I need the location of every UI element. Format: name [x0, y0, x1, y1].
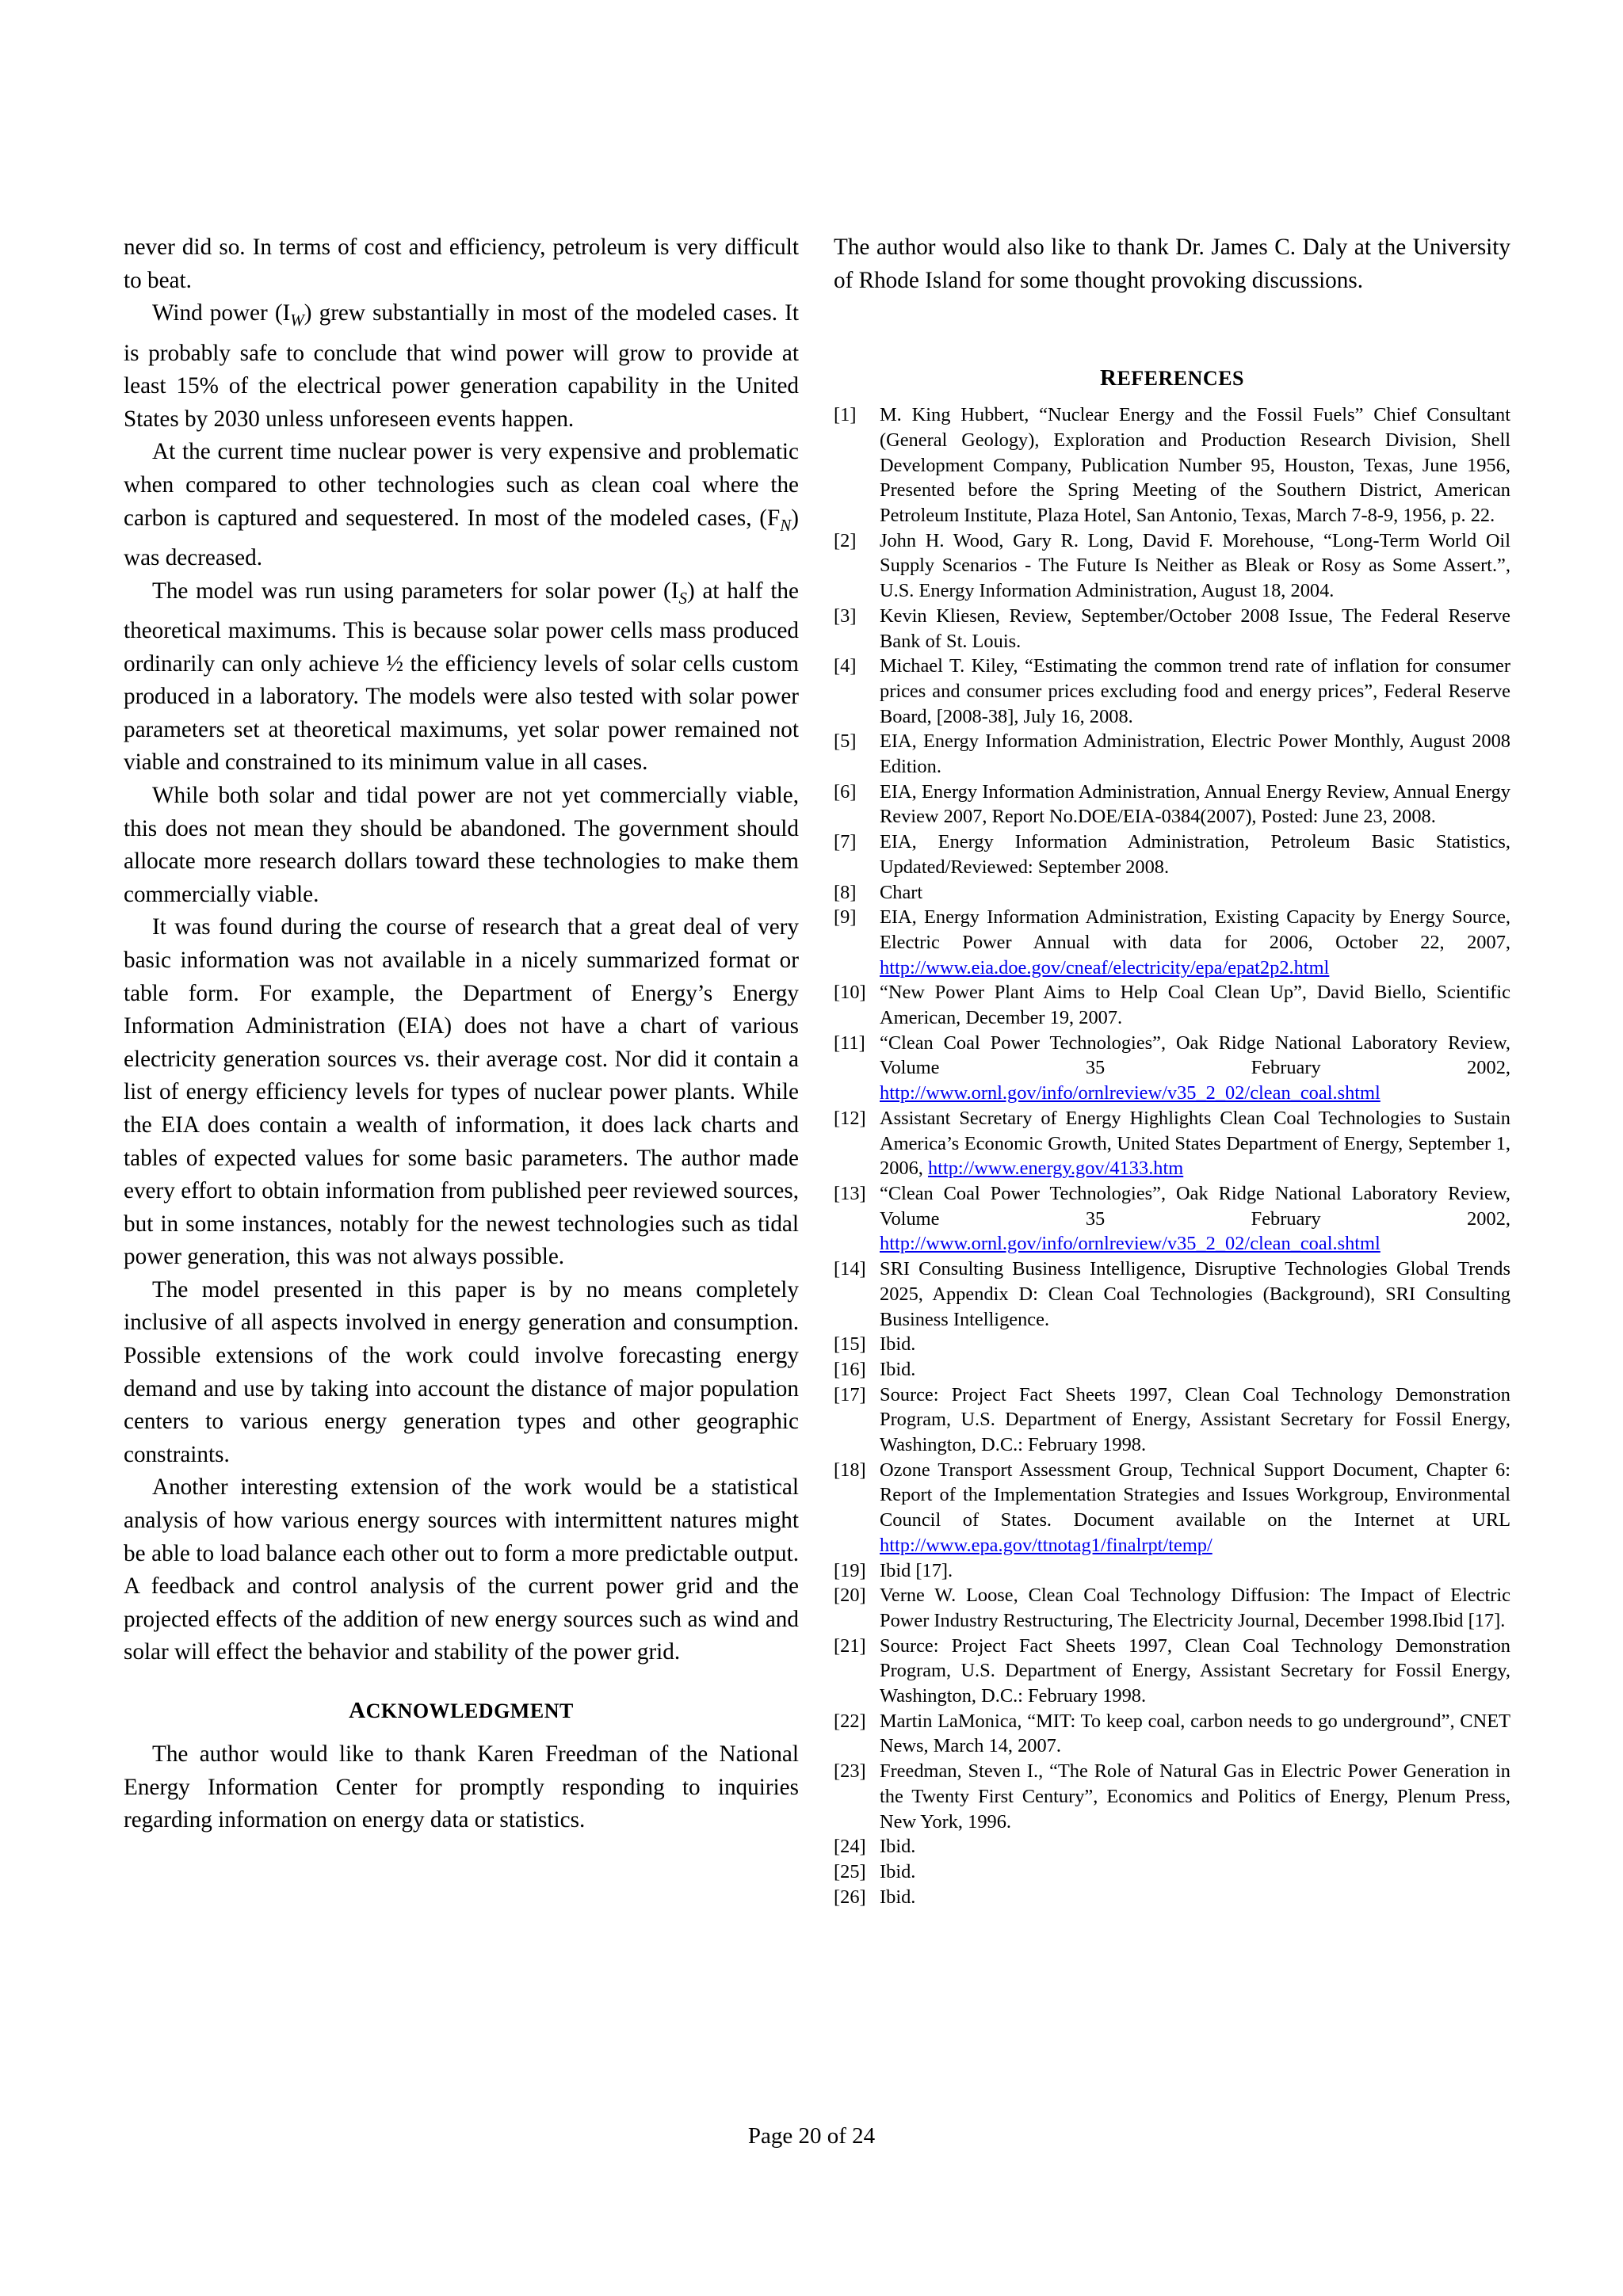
- reference-number: [26]: [834, 1886, 866, 1908]
- body-paragraph: [124, 1274, 799, 1472]
- reference-link[interactable]: http://www.ornl.gov/info/ornlreview/v35_2_02/clean_coal.shtml: [880, 1233, 1381, 1255]
- reference-item: [834, 1558, 1510, 1584]
- reference-text: [880, 1583, 1510, 1633]
- body-paragraph: [124, 1471, 799, 1669]
- subscript: N: [780, 515, 792, 535]
- text-run: ) was decreased.: [124, 505, 799, 570]
- reference-citation: EIA, Energy Information Administration, Existing Capacity by Energy Source, Electric Power Annual with data for 2006, October 22, 2007,: [880, 906, 1510, 953]
- reference-citation: Martin LaMonica, “MIT: To keep coal, carbon needs to go underground”, CNET News, March 14, 2007.: [880, 1710, 1510, 1757]
- text-run: Wind power (I: [152, 300, 291, 326]
- reference-item: [834, 1257, 1510, 1332]
- reference-text: [880, 1759, 1510, 1834]
- reference-text: [880, 604, 1510, 654]
- reference-item: [834, 1634, 1510, 1709]
- left-column: [124, 231, 799, 1837]
- reference-text: [880, 1332, 1510, 1357]
- reference-number: [19]: [834, 1559, 866, 1581]
- reference-citation: Verne W. Loose, Clean Coal Technology Diffusion: The Impact of Electric Power Industry Restructuring, The Electricity Journal, December 1998.Ibid [17].: [880, 1585, 1510, 1631]
- body-paragraph: [124, 780, 799, 911]
- acknowledgment-text: The author would like to thank Karen Freedman of the National Energy Information Center for promptly responding to inquiries regarding information on energy data or statistics.: [124, 1741, 799, 1833]
- reference-link[interactable]: http://www.energy.gov/4133.htm: [927, 1158, 1184, 1180]
- reference-citation: Ibid.: [880, 1860, 916, 1882]
- reference-citation: Ibid.: [880, 1333, 916, 1356]
- reference-citation: Source: Project Fact Sheets 1997, Clean Coal Technology Demonstration Program, U.S. Department of Energy, Assistant Secretary for Fossil Energy, Washington, D.C.: February 1998.: [880, 1634, 1510, 1707]
- reference-text: [880, 1859, 1510, 1885]
- body-paragraph: [124, 911, 799, 1274]
- reference-number: [10]: [834, 982, 866, 1004]
- reference-text: [880, 729, 1510, 779]
- right-column: [834, 231, 1510, 1909]
- reference-link[interactable]: http://www.ornl.gov/info/ornlreview/v35_2_02/clean_coal.shtml: [880, 1082, 1381, 1104]
- reference-number: [2]: [834, 529, 857, 551]
- reference-item: [834, 1106, 1510, 1181]
- reference-text: [880, 1709, 1510, 1759]
- reference-citation: EIA, Energy Information Administration, Petroleum Basic Statistics, Updated/Reviewed: September 2008.: [880, 831, 1510, 878]
- reference-text: [880, 780, 1510, 830]
- reference-text: [880, 880, 1510, 906]
- reference-item: [834, 1834, 1510, 1859]
- reference-item: [834, 905, 1510, 980]
- reference-item: [834, 654, 1510, 729]
- reference-number: [8]: [834, 881, 857, 903]
- reference-number: [18]: [834, 1459, 866, 1481]
- reference-text: [880, 654, 1510, 729]
- reference-number: [5]: [834, 730, 857, 753]
- reference-citation: M. King Hubbert, “Nuclear Energy and the Fossil Fuels” Chief Consultant (General Geology), Exploration and Production Research Division, Shell Development Company, Publication Number 95, Houston, Texas, June 1956, Presented before the Spring Meeting of the Southern District, American Petroleum Institute, Plaza Hotel, San Antonio, Texas, March 7-8-9, 1956, p. 22.: [880, 404, 1510, 526]
- reference-number: [16]: [834, 1358, 866, 1380]
- reference-text: [880, 402, 1510, 528]
- references-heading: REFERENCES: [1100, 365, 1244, 391]
- reference-number: [11]: [834, 1032, 865, 1054]
- reference-citation: Kevin Kliesen, Review, September/October 2008 Issue, The Federal Reserve Bank of St. Louis.: [880, 605, 1510, 652]
- reference-text: [880, 1885, 1510, 1910]
- reference-citation: Michael T. Kiley, “Estimating the common trend rate of inflation for consumer prices and consumer prices excluding food and energy prices”, Federal Reserve Board, [2008-38], July 16, 2008.: [880, 655, 1510, 727]
- reference-item: [834, 1332, 1510, 1357]
- reference-citation: EIA, Energy Information Administration, Electric Power Monthly, August 2008 Edition.: [880, 730, 1510, 778]
- acknowledgment-heading: ACKNOWLEDGMENT: [349, 1698, 574, 1724]
- reference-citation: Ibid.: [880, 1836, 916, 1858]
- reference-link[interactable]: http://www.epa.gov/ttnotag1/finalrpt/temp/: [880, 1534, 1212, 1556]
- reference-citation: Ibid.: [880, 1886, 916, 1908]
- reference-number: [3]: [834, 605, 857, 627]
- reference-citation: EIA, Energy Information Administration, Annual Energy Review, Annual Energy Review 2007, Report No.DOE/EIA-0384(2007), Posted: June 23, 2008.: [880, 780, 1510, 828]
- reference-citation: “New Power Plant Aims to Help Coal Clean Up”, David Biello, Scientific American, December 19, 2007.: [880, 982, 1510, 1029]
- text-run: It was found during the course of research that a great deal of very basic information was not available in a nicely summarized format or table form. For example, the Department of Energy’s Energy Information Administration (EIA) does not have a chart of various electricity generation sources vs. their average cost. Nor did it contain a list of energy efficiency levels for types of nuclear power plants. While the EIA does contain a wealth of information, it does lack charts and tables of expected values for some basic parameters. The author made every effort to obtain information from published peer reviewed sources, but in some instances, notably for the newest technologies such as tidal power generation, this was not always possible.: [124, 914, 799, 1270]
- reference-citation: SRI Consulting Business Intelligence, Disruptive Technologies Global Trends 2025, Appendix D: Clean Coal Technologies (Background), SRI Consulting Business Intelligence.: [880, 1258, 1510, 1330]
- reference-number: [12]: [834, 1107, 866, 1129]
- reference-citation: Ibid [17].: [880, 1559, 953, 1581]
- reference-number: [14]: [834, 1258, 866, 1280]
- reference-text: [880, 1383, 1510, 1458]
- reference-item: [834, 1357, 1510, 1383]
- reference-citation: Source: Project Fact Sheets 1997, Clean Coal Technology Demonstration Program, U.S. Department of Energy, Assistant Secretary for Fossil Energy, Washington, D.C.: February 1998.: [880, 1383, 1510, 1456]
- text-run: The model presented in this paper is by no means completely inclusive of all aspects involved in energy generation and consumption. Possible extensions of the work could involve forecasting energy demand and use by taking into account the distance of major population centers to various energy generation types and other geographic constraints.: [124, 1276, 799, 1467]
- reference-citation: “Clean Coal Power Technologies”, Oak Ridge National Laboratory Review, Volume 35 February 2002,: [880, 1032, 1510, 1079]
- reference-item: [834, 402, 1510, 528]
- reference-text: [880, 980, 1510, 1030]
- reference-citation: Ibid.: [880, 1358, 916, 1380]
- reference-item: [834, 1181, 1510, 1257]
- reference-number: [23]: [834, 1760, 866, 1783]
- reference-item: [834, 1458, 1510, 1558]
- reference-citation: Chart: [880, 881, 923, 903]
- text-run: ) grew substantially in most of the modeled cases. It is probably safe to conclude that wind power will grow to provide at least 15% of the electrical power generation capability in the United States by 2030 unless unforeseen events happen.: [124, 300, 800, 432]
- reference-number: [4]: [834, 655, 857, 677]
- reference-number: [25]: [834, 1860, 866, 1882]
- reference-number: [13]: [834, 1182, 866, 1204]
- reference-item: [834, 880, 1510, 906]
- page-number: Page 20 of 24: [747, 2123, 876, 2149]
- reference-text: [880, 1834, 1510, 1859]
- reference-number: [20]: [834, 1585, 866, 1607]
- text-run: ) at half the theoretical maximums. This is because solar power cells mass produced ordinarily can only achieve ½ the efficiency levels of solar cells custom produced in a laboratory. The models were also tested with solar power parameters set at theoretical maximums, yet solar power remained not viable and constrained to its minimum value in all cases.: [124, 578, 799, 776]
- reference-item: [834, 1759, 1510, 1834]
- reference-text: [880, 1181, 1510, 1257]
- subscript: W: [290, 311, 304, 330]
- reference-text: [880, 1357, 1510, 1383]
- reference-number: [24]: [834, 1836, 866, 1858]
- text-run: At the current time nuclear power is very expensive and problematic when compared to other technologies such as clean coal where the carbon is captured and sequestered. In most of the modeled cases, (F: [124, 439, 799, 531]
- reference-number: [6]: [834, 780, 857, 803]
- reference-number: [15]: [834, 1333, 866, 1356]
- reference-list: [834, 402, 1510, 1909]
- reference-item: [834, 1383, 1510, 1458]
- text-run: The model was run using parameters for solar power (I: [152, 578, 679, 604]
- subscript: S: [678, 588, 688, 608]
- reference-item: [834, 729, 1510, 779]
- text-run: Another interesting extension of the work would be a statistical analysis of how various energy sources with intermittent natures might be able to load balance each other out to form a more predictable output. A feedback and control analysis of the current power grid and the projected effects of the addition of new energy sources such as wind and solar will effect the behavior and stability of the power grid.: [124, 1474, 799, 1665]
- body-text: [124, 231, 799, 1669]
- reference-text: [880, 830, 1510, 879]
- reference-citation: “Clean Coal Power Technologies”, Oak Ridge National Laboratory Review, Volume 35 February 2002,: [880, 1182, 1510, 1230]
- reference-number: [21]: [834, 1634, 866, 1657]
- body-paragraph: [124, 297, 799, 436]
- reference-number: [9]: [834, 906, 857, 929]
- reference-citation: Freedman, Steven I., “The Role of Natural Gas in Electric Power Generation in the Twenty First Century”, Economics and Politics of Energy, Plenum Press, New York, 1996.: [880, 1760, 1510, 1833]
- reference-item: [834, 1583, 1510, 1633]
- reference-number: [22]: [834, 1710, 866, 1732]
- reference-item: [834, 1859, 1510, 1885]
- reference-item: [834, 980, 1510, 1030]
- reference-item: [834, 830, 1510, 879]
- body-paragraph: [124, 436, 799, 574]
- reference-link[interactable]: http://www.eia.doe.gov/cneaf/electricity/epa/epat2p2.html: [880, 956, 1330, 978]
- reference-item: [834, 528, 1510, 604]
- reference-number: [17]: [834, 1383, 866, 1405]
- reference-item: [834, 780, 1510, 830]
- reference-text: [880, 1634, 1510, 1709]
- reference-text: [880, 905, 1510, 980]
- text-run: While both solar and tidal power are not yet commercially viable, this does not mean they should be abandoned. The government should allocate more research dollars toward these technologies to make them commercially viable.: [124, 782, 799, 907]
- reference-text: [880, 528, 1510, 604]
- reference-text: [880, 1031, 1510, 1106]
- reference-citation: John H. Wood, Gary R. Long, David F. Morehouse, “Long-Term World Oil Supply Scenarios - The Future Is Neither as Bleak or Rosy as Some Assert.”, U.S. Energy Information Administration, August 18, 2004.: [880, 529, 1510, 602]
- reference-text: [880, 1106, 1510, 1181]
- reference-citation: Assistant Secretary of Energy Highlights Clean Coal Technologies to Sustain America’s Economic Growth, United States Department of Energy, September 1, 2006,: [880, 1107, 1510, 1180]
- reference-item: [834, 1885, 1510, 1910]
- reference-number: [7]: [834, 831, 857, 853]
- reference-number: [1]: [834, 404, 857, 426]
- reference-text: [880, 1558, 1510, 1584]
- text-run: never did so. In terms of cost and efficiency, petroleum is very difficult to beat.: [124, 235, 799, 293]
- acknowledgment-continued: The author would also like to thank Dr. James C. Daly at the University of Rhode Island for some thought provoking discussions.: [834, 235, 1510, 293]
- body-paragraph: [124, 231, 799, 297]
- reference-citation: Ozone Transport Assessment Group, Technical Support Document, Chapter 6: Report of the Implementation Strategies and Issues Workgroup, Environmental Council of States. Document available on the Internet at URL: [880, 1459, 1510, 1531]
- reference-item: [834, 604, 1510, 654]
- body-paragraph: [124, 575, 799, 780]
- reference-text: [880, 1257, 1510, 1332]
- reference-text: [880, 1458, 1510, 1558]
- reference-item: [834, 1031, 1510, 1106]
- reference-item: [834, 1709, 1510, 1759]
